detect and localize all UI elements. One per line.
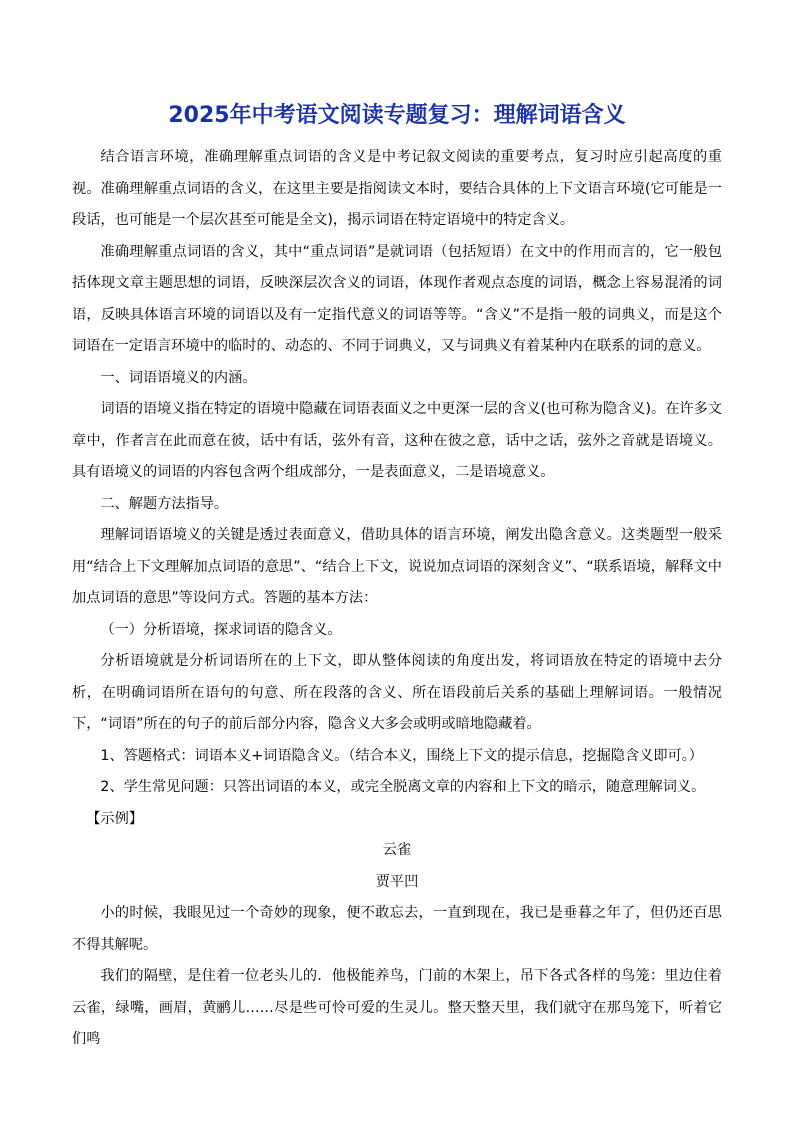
paragraph-intro: 结合语言环境，准确理解重点词语的含义是中考记叙文阅读的重要考点，复习时应引起高度的重视。准确理解重点词语的含义，在这里主要是指阅读文本时，要结合具体的上下文语言环境(它可能是一段话，也可能是一个层次甚至可能是全文)，揭示词语在特定语境中的特定含义。: [72, 149, 722, 228]
subsection-heading-1: （一）分析语境，探求词语的隐含义。: [100, 621, 342, 638]
common-problems: 2、学生常见问题：只答出词语的本义，或完全脱离文章的内容和上下文的暗示，随意理解词义。: [100, 779, 706, 795]
example-label: 【示例】: [86, 810, 143, 827]
document-page: [72, 100, 722, 1056]
paragraph-context-meaning: 词语的语境义指在特定的语境中隐藏在词语表面义之中更深一层的含义(也可称为隐含义)。在许多文章中，作者言在此而意在彼，话中有话，弦外有音，这种在彼之意，话中之话，弦外之音就是语境义。具有语境义的词语的内容包含两个组成部分，一是表面意义，二是语境意义。: [72, 401, 722, 480]
section-heading-2: 二、解题方法指导。: [100, 495, 229, 512]
example-paragraph-1: 小的时候，我眼见过一个奇妙的现象，便不敢忘去，一直到现在，我已是垂暮之年了，但仍还百思不得其解呢。: [72, 905, 722, 953]
example-author: 贾平凹: [375, 873, 419, 890]
section-heading-1: 一、词语语境义的内涵。: [100, 369, 257, 386]
paragraph-analysis: 分析语境就是分析词语所在的上下文，即从整体阅读的角度出发，将词语放在特定的语境中去分析，在明确词语所在语句的句意、所在段落的含义、所在语段前后关系的基础上理解词语。一般情况下，“词语”所在的句子的前后部分内容，隐含义大多会或明或暗地隐藏着。: [72, 653, 722, 732]
paragraph-method: 理解词语语境义的关键是透过表面意义，借助具体的语言环境，阐发出隐含意义。这类题型一般采用“结合上下文理解加点词语的意思”、“结合上下文，说说加点词语的深刻含义”、“联系语境，解释文中加点词语的意思”等设问方式。答题的基本方法：: [72, 527, 722, 606]
answer-format: 1、答题格式：词语本义+词语隐含义。（结合本义，围绕上下文的提示信息，挖掘隐含义即可。）: [100, 747, 703, 764]
example-title: 云雀: [382, 842, 412, 858]
document-title: 2025年中考语文阅读专题复习：理解词语含义: [168, 103, 626, 128]
paragraph-key-words: 准确理解重点词语的含义，其中“重点词语”是就词语（包括短语）在文中的作用而言的，它一般包括体现文章主题思想的词语，反映深层次含义的词语，体现作者观点态度的词语，概念上容易混淆的词语，反映具体语言环境的词语以及有一定指代意义的词语等等。“含义”不是指一般的词典义，而是这个词语在一定语言环境中的临时的、动态的、不同于词典义，又与词典义有着某种内在联系的词的意义。: [72, 243, 722, 354]
example-paragraph-2: 我们的隔壁，是住着一位老头儿的．他极能养鸟，门前的木架上，吊下各式各样的鸟笼：里边住着云雀，绿嘴，画眉，黄鹂儿……尽是些可怜可爱的生灵儿。整天整天里，我们就守在那鸟笼下，听着它们鸣: [72, 968, 722, 1047]
